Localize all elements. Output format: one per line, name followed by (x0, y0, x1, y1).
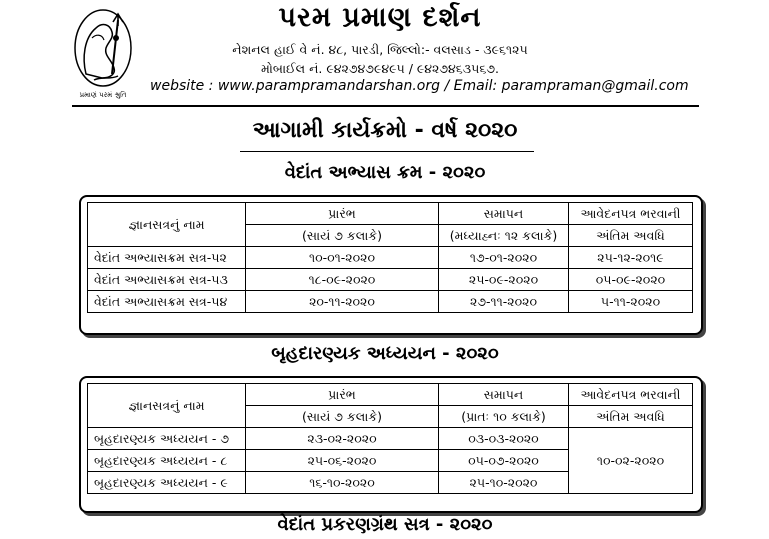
cell-deadline: ૦૫-૦૯-૨૦૨૦ (569, 269, 693, 291)
section-title-brihadaranyaka: બૃહદારણ્યક અધ્યયન - ૨૦૨૦ (271, 343, 499, 364)
address-line: નેશનલ હાઈ વે નં. ૪૮, પારડી, જિલ્લો:- વલસાડ - ૩૯૬૧૨૫ (232, 42, 528, 57)
table-row (88, 291, 693, 313)
header-end-time: (પ્રાતઃ ૧૦ કલાકે) (439, 406, 569, 428)
cell-deadline: ૫-૧૧-૨૦૨૦ (569, 291, 693, 313)
cell-end: ૦૫-૦૭-૨૦૨૦ (439, 450, 569, 472)
header-end: સમાપન (439, 384, 569, 406)
org-logo-icon (72, 8, 134, 100)
section-title-prakaranagrantha: વેદાંત પ્રકરણગ્રંથ સત્ર - ૨૦૨૦ (277, 514, 493, 535)
header-start-time: (સાયં ૭ કલાકે) (246, 225, 439, 247)
cell-start: ૨૩-૦૨-૨૦૨૦ (246, 428, 439, 450)
cell-name: બૃહદારણ્યક અધ્યયન - ૭ (88, 428, 246, 450)
cell-common-deadline: ૧૦-૦૨-૨૦૨૦ (569, 428, 693, 494)
table-row (88, 428, 693, 450)
cell-name: વેદાંત અભ્યાસક્રમ સત્ર-૫૨ (88, 247, 246, 269)
header-name: જ્ઞાનસત્રનું નામ (88, 384, 246, 428)
cell-start: ૧૬-૧૦-૨૦૨૦ (246, 472, 439, 494)
header-deadline: આવેદનપત્ર ભરવાની (569, 203, 693, 225)
cell-deadline: ૨૫-૧૨-૨૦૧૯ (569, 247, 693, 269)
logo-caption: પ્રમાણં પરમં શ્રુતિ (79, 91, 127, 99)
header-end-time: (મધ્યાહ્નઃ ૧૨ કલાકે) (439, 225, 569, 247)
cell-end: ૨૭-૧૧-૨૦૨૦ (439, 291, 569, 313)
header-divider (72, 105, 699, 107)
header-deadline-sub: અંતિમ અવધિ (569, 406, 693, 428)
website-email-line[interactable]: website : www.parampramandarshan.org / Email: parampraman@gmail.com (150, 78, 689, 94)
cell-end: ૧૭-૦૧-૨૦૨૦ (439, 247, 569, 269)
page-title: આગામી કાર્યક્રમો - વર્ષ ૨૦૨૦ (252, 118, 518, 143)
cell-start: ૨૦-૧૧-૨૦૨૦ (246, 291, 439, 313)
schedule-table-brihadaranyaka (87, 383, 693, 494)
org-name: પરમ પ્રમાણ દર્શન (278, 2, 482, 33)
schedule-table-vedant (87, 202, 693, 313)
header-deadline: આવેદનપત્ર ભરવાની (569, 384, 693, 406)
header-start-time: (સાયં ૭ કલાકે) (246, 406, 439, 428)
cell-start: ૧૮-૦૯-૨૦૨૦ (246, 269, 439, 291)
header-start: પ્રારંભ (246, 203, 439, 225)
table-frame-vedant (79, 195, 703, 335)
cell-end: ૨૫-૦૯-૨૦૨૦ (439, 269, 569, 291)
cell-start: ૨૫-૦૬-૨૦૨૦ (246, 450, 439, 472)
table-frame-brihadaranyaka (79, 376, 703, 513)
cell-name: વેદાંત અભ્યાસક્રમ સત્ર-૫૪ (88, 291, 246, 313)
cell-start: ૧૦-૦૧-૨૦૨૦ (246, 247, 439, 269)
cell-name: બૃહદારણ્યક અધ્યયન - ૯ (88, 472, 246, 494)
title-underline (240, 151, 534, 152)
phone-line: મોબાઈલ નં. ૯૪૨૭૪૭૯૪૯૫ / ૯૪૨૭૪૬૩૫૬૭. (260, 61, 500, 76)
table-row (88, 247, 693, 269)
cell-name: બૃહદારણ્યક અધ્યયન - ૮ (88, 450, 246, 472)
header-end: સમાપન (439, 203, 569, 225)
section-title-vedant: વેદાંત અભ્યાસ ક્રમ - ૨૦૨૦ (284, 162, 486, 183)
cell-end: ૨૫-૧૦-૨૦૨૦ (439, 472, 569, 494)
table-row (88, 269, 693, 291)
header-name: જ્ઞાનસત્રનું નામ (88, 203, 246, 247)
header-start: પ્રારંભ (246, 384, 439, 406)
cell-name: વેદાંત અભ્યાસક્રમ સત્ર-૫૩ (88, 269, 246, 291)
cell-end: ૦૩-૦૩-૨૦૨૦ (439, 428, 569, 450)
header-deadline-sub: અંતિમ અવધિ (569, 225, 693, 247)
